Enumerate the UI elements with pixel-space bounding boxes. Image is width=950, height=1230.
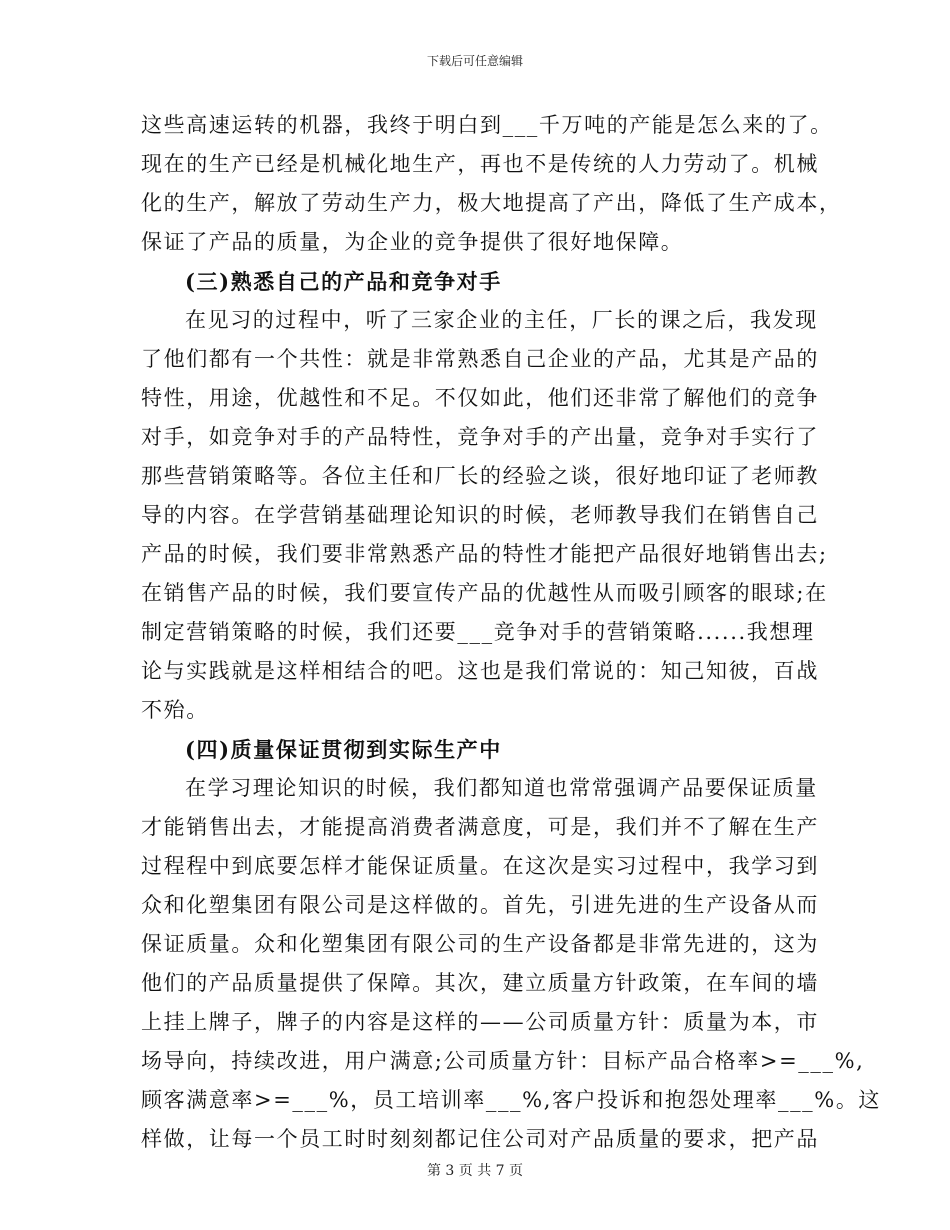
text-line: 上挂上牌子，牌子的内容是这样的——公司质量方针：质量为本，市 (141, 1010, 819, 1034)
text-line: 导的内容。在学营销基础理论知识的时候，老师教导我们在销售自己 (141, 503, 819, 527)
section-heading-3: (三)熟悉自己的产品和竞争对手 (185, 269, 502, 294)
page-footer: 第 3 页 共 7 页 (426, 1163, 524, 1179)
paragraph-start: 在见习的过程中，听了三家企业的主任，厂长的课之后，我发现 (185, 308, 818, 332)
text-line: 特性，用途，优越性和不足。不仅如此，他们还非常了解他们的竞争 (141, 386, 819, 410)
text-line: 制定营销策略的时候，我们还要___竞争对手的营销策略......我想理 (141, 620, 815, 644)
text-line: 顾客满意率>=___%，员工培训率___%,客户投诉和抱怨处理率___%。这 (141, 1088, 882, 1112)
text-line: 保证了产品的质量，为企业的竞争提供了很好地保障。 (141, 230, 684, 254)
text-line: 过程程中到底要怎样才能保证质量。在这次是实习过程中，我学习到 (141, 854, 819, 878)
document-body (141, 106, 882, 1159)
text-line: 了他们都有一个共性：就是非常熟悉自己企业的产品，尤其是产品的 (141, 347, 819, 371)
page-header: 下载后可任意编辑 (426, 54, 523, 68)
text-line: 这些高速运转的机器，我终于明白到___千万吨的产能是怎么来的了。 (141, 113, 833, 137)
text-line: 场导向，持续改进，用户满意;公司质量方针：目标产品合格率>=___%, (141, 1049, 865, 1073)
text-line: 对手，如竞争对手的产品特性，竞争对手的产出量，竞争对手实行了 (141, 425, 819, 449)
text-line: 保证质量。众和化塑集团有限公司的生产设备都是非常先进的，这为 (141, 932, 819, 956)
paragraph-start: 在学习理论知识的时候，我们都知道也常常强调产品要保证质量 (185, 776, 818, 800)
text-line: 现在的生产已经是机械化地生产，再也不是传统的人力劳动了。机械 (141, 152, 819, 176)
text-line: 样做，让每一个员工时时刻刻都记住公司对产品质量的要求，把产品 (141, 1127, 819, 1151)
text-line: 那些营销策略等。各位主任和厂长的经验之谈，很好地印证了老师教 (141, 464, 819, 488)
section-heading-4: (四)质量保证贯彻到实际生产中 (185, 737, 502, 762)
text-line: 不殆。 (141, 698, 209, 722)
text-line: 他们的产品质量提供了保障。其次，建立质量方针政策，在车间的墙 (141, 971, 819, 995)
text-line: 化的生产，解放了劳动生产力，极大地提高了产出，降低了生产成本， (141, 191, 842, 215)
text-line: 产品的时候，我们要非常熟悉产品的特性才能把产品很好地销售出去; (141, 542, 828, 566)
text-line: 论与实践就是这样相结合的吧。这也是我们常说的：知己知彼，百战 (141, 659, 819, 683)
text-line: 众和化塑集团有限公司是这样做的。首先，引进先进的生产设备从而 (141, 893, 819, 917)
text-line: 在销售产品的时候，我们要宣传产品的优越性从而吸引顾客的眼球;在 (141, 581, 828, 605)
text-line: 才能销售出去，才能提高消费者满意度，可是，我们并不了解在生产 (141, 815, 819, 839)
